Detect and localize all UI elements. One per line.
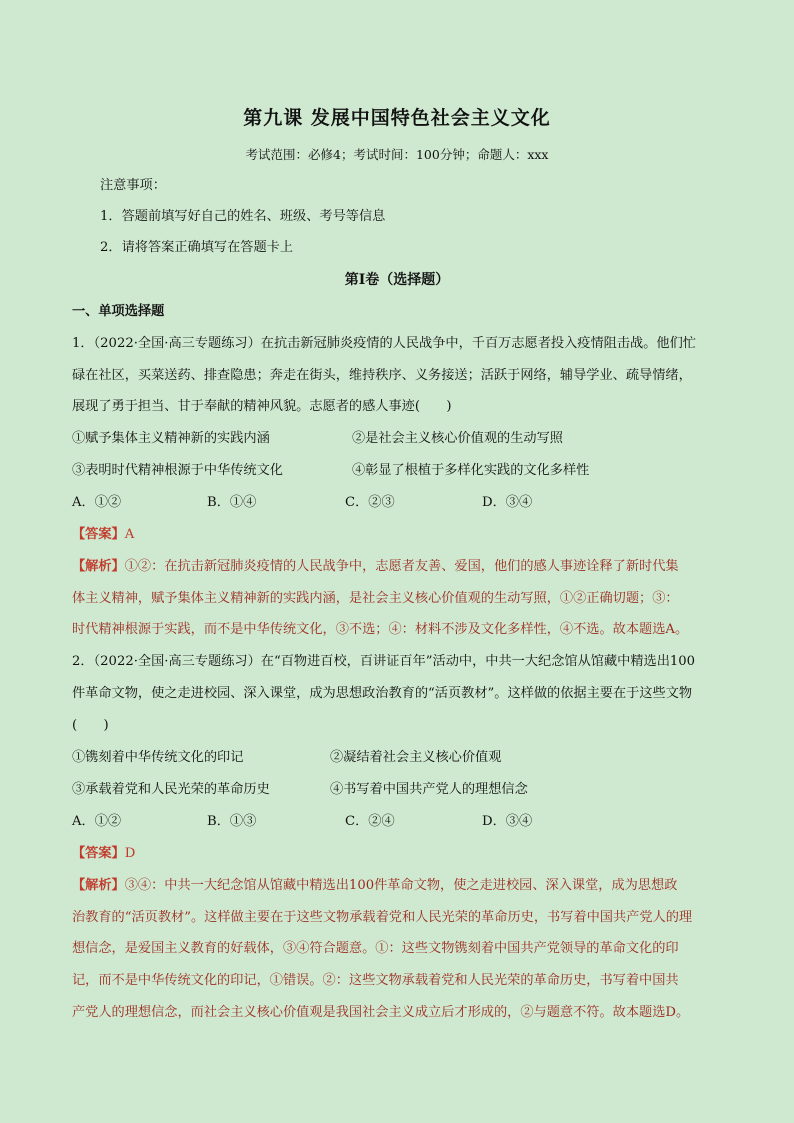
answer-label: 【答案】	[72, 527, 125, 542]
part-heading: 一、单项选择题	[72, 304, 165, 319]
notice-item: 1．答题前填写好自己的姓名、班级、考号等信息	[100, 209, 386, 224]
choice-d: D．③④	[482, 495, 533, 510]
analysis-text: 产党人的理想信念，而社会主义核心价值观是我国社会主义成立后才形成的，②与题意不符。故本题选D。	[72, 1005, 690, 1020]
notice-heading: 注意事项：	[100, 178, 166, 193]
choice-a: A．①②	[72, 814, 122, 829]
answer-row	[72, 525, 732, 545]
analysis-text: 时代精神根源于实践，而不是中华传统文化，③不选；④：材料不涉及文化多样性，④不选。故本题选A。	[72, 622, 689, 637]
page-title: 第九课 发展中国特色社会主义文化	[243, 107, 551, 129]
choice-c: C．②③	[345, 495, 395, 510]
statement: ③表明时代精神根源于中华传统文化	[72, 463, 283, 478]
analysis-text: ①②：在抗击新冠肺炎疫情的人民战争中，志愿者友善、爱国，他们的感人事迹诠释了新时代集	[124, 559, 679, 574]
statement: ④彰显了根植于多样化实践的文化多样性	[352, 463, 590, 478]
analysis-text: ③④：中共一大纪念馆从馆藏中精选出100件革命文物，使之走进校园、深入课堂，成为思想政	[124, 878, 678, 893]
statement: ③承载着党和人民光荣的革命历史	[72, 782, 270, 797]
section-title: 第I卷（选择题）	[344, 272, 450, 288]
question-text: 碌在社区，买菜送药、排查隐患；奔走在街头，维持秩序、义务接送；活跃于网络，辅导学业、疏导情绪，	[72, 368, 692, 383]
statement: ④书写着中国共产党人的理想信念	[330, 782, 528, 797]
choice-b: B．①③	[207, 814, 257, 829]
question-text: 2．（2022·全国·高三专题练习）在“百物进百校，百讲证百年”活动中，中共一大纪念馆从馆藏中精选出100	[72, 654, 696, 669]
statement: ①镌刻着中华传统文化的印记	[72, 750, 244, 765]
answer-value: D	[124, 846, 136, 861]
choice-a: A．①②	[72, 495, 122, 510]
analysis-text: 体主义精神，赋予集体主义精神新的实践内涵，是社会主义核心价值观的生动写照，①②正确切题；③：	[72, 591, 679, 606]
statement: ①赋予集体主义精神新的实践内涵	[72, 431, 270, 446]
question-text: 展现了勇于担当、甘于奉献的精神风貌。志愿者的感人事迹( )	[72, 399, 452, 414]
question-text: ( )	[72, 718, 109, 733]
question-text: 1．（2022·全国·高三专题练习）在抗击新冠肺炎疫情的人民战争中，千百万志愿者投入疫情阻击战。他们忙	[72, 336, 696, 351]
choice-d: D．③④	[482, 814, 533, 829]
analysis-text: 想信念，是爱国主义教育的好载体，③④符合题意。①：这些文物镌刻着中国共产党领导的革命文化的印	[72, 941, 679, 956]
question-text: 件革命文物，使之走进校园、深入课堂，成为思想政治教育的“活页教材”。这样做的依据主要在于这些文物	[72, 686, 693, 701]
answer-row	[72, 844, 732, 864]
statement: ②是社会主义核心价值观的生动写照	[352, 431, 563, 446]
analysis-label: 【解析】	[72, 559, 125, 574]
statement: ②凝结着社会主义核心价值观	[330, 750, 502, 765]
answer-value: A	[124, 527, 135, 542]
choice-c: C．②④	[345, 814, 395, 829]
analysis-row	[72, 876, 732, 896]
analysis-label: 【解析】	[72, 878, 125, 893]
analysis-text: 治教育的“活页教材”。这样做主要在于这些文物承载着党和人民光荣的革命历史，书写着中国共产党人的理	[72, 910, 693, 925]
exam-info: 考试范围：必修4；考试时间：100分钟；命题人：xxx	[245, 147, 549, 162]
notice-item: 2．请将答案正确填写在答题卡上	[100, 240, 294, 255]
choice-b: B．①④	[207, 495, 257, 510]
analysis-text: 记，而不是中华传统文化的印记，①错误。②：这些文物承载着党和人民光荣的革命历史，书写着中国共	[72, 973, 679, 988]
answer-label: 【答案】	[72, 846, 125, 861]
analysis-row	[72, 557, 732, 577]
